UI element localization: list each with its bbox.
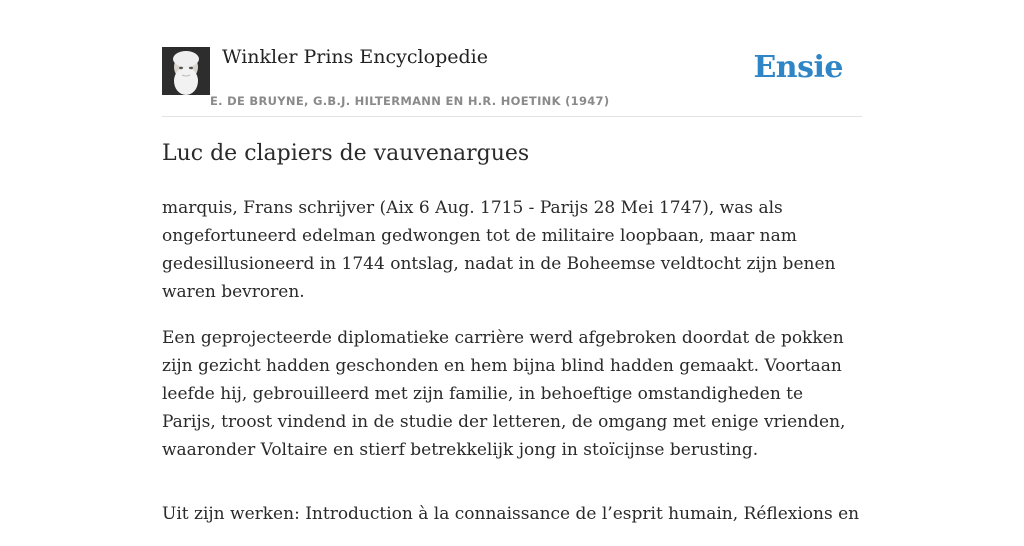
article-paragraph: Een geprojecteerde diplomatieke carrière werd afgebroken doordat de pokken zijn gezicht hadden geschonden en hem bijna blind hadden gemaakt. Voortaan leefde hij, gebrouilleerd met zijn familie, in behoeftige omstandigheden te Parijs, troost vindend in de studie der letteren, de omgang met enige vrienden, waaronder Voltaire en stierf betrekkelijk jong in stoïcijnse berusting. (162, 328, 846, 460)
authors-line: E. DE BRUYNE, G.B.J. HILTERMANN EN H.R. HOETINK (1947) (210, 94, 610, 108)
ensie-logo[interactable]: Ensie (753, 50, 843, 85)
article-paragraph: marquis, Frans schrijver (Aix 6 Aug. 1715 - Parijs 28 Mei 1747), was als ongefortuneerd edelman gedwongen tot de militaire loopbaan, maar nam gedesillusioneerd in 1744 ontslag, nadat in de Boheemse veldtocht zijn benen waren bevroren. (162, 198, 836, 302)
article-title: Luc de clapiers de vauvenargues (162, 141, 530, 166)
author-portrait-icon[interactable] (162, 47, 210, 95)
book-header (162, 40, 862, 117)
article-paragraph: Uit zijn werken: Introduction à la connaissance de l’esprit humain, Réflexions en (162, 504, 860, 524)
article (162, 136, 862, 546)
encyclopedia-title[interactable]: Winkler Prins Encyclopedie (222, 46, 488, 68)
